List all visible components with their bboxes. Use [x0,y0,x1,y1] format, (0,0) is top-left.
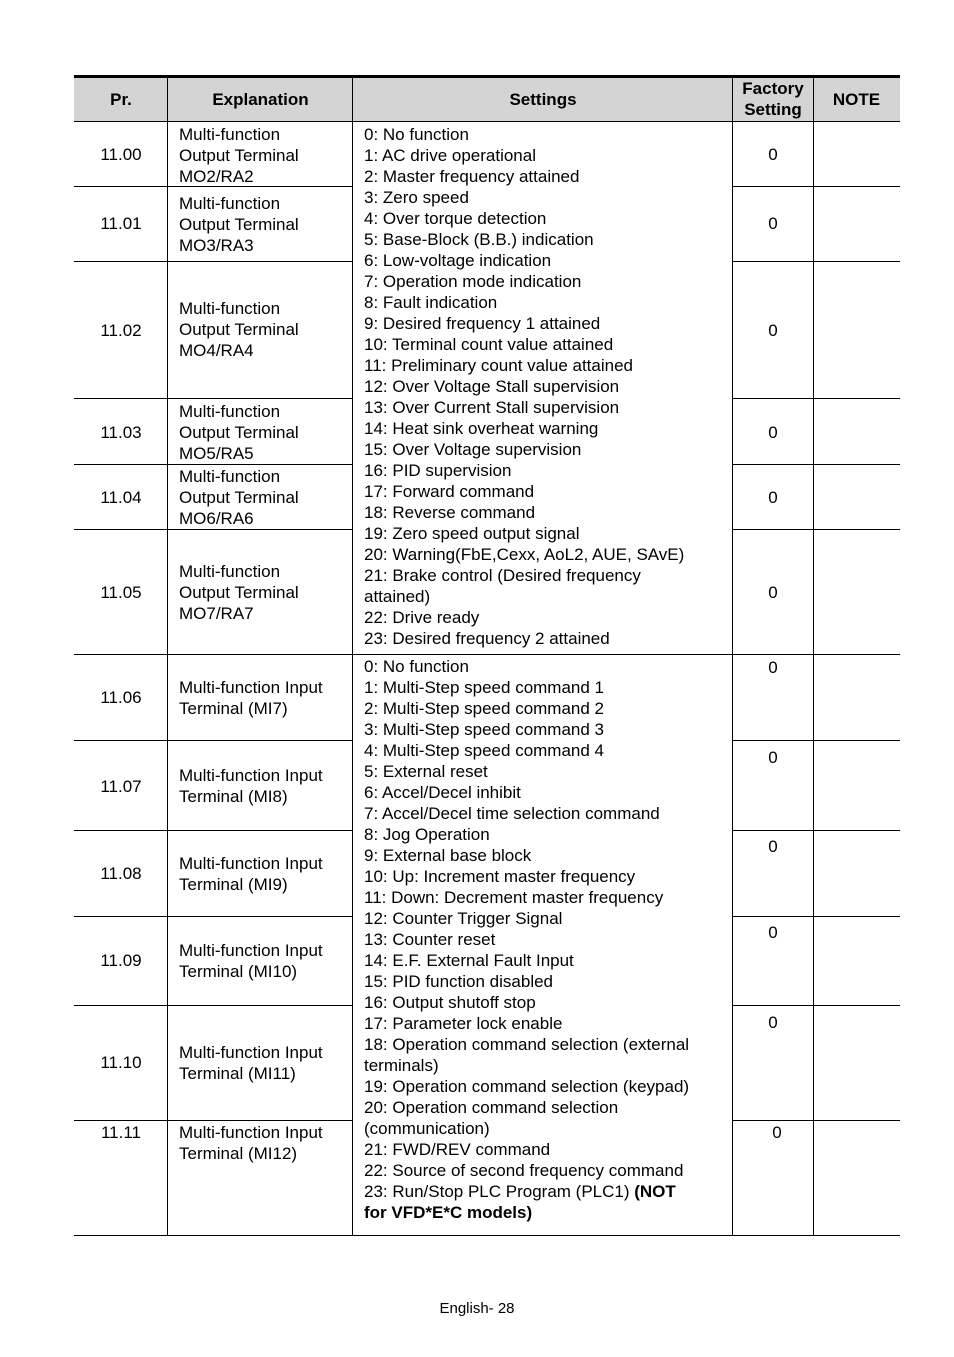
row-line [733,830,900,831]
param-explanation: Multi-function Input Terminal (MI9) [179,854,323,894]
row-line [74,398,353,399]
header-explanation: Explanation [212,90,309,109]
factory-value: 0 [768,583,778,602]
col-divider-4 [813,78,814,1236]
input-settings-list [364,656,689,1223]
param-number: 11.11 [100,1123,142,1142]
param-explanation: Multi-function Output Terminal MO3/RA3 [179,194,299,255]
factory-value: 0 [768,1013,778,1032]
row-line [733,529,900,530]
param-number: 11.03 [100,423,142,442]
param-number: 11.06 [100,688,142,707]
param-explanation: Multi-function Output Terminal MO5/RA5 [179,402,299,463]
factory-value: 0 [768,488,778,507]
param-number: 11.00 [100,145,142,164]
param-explanation: Multi-function Output Terminal MO6/RA6 [179,467,299,528]
row-line [733,740,900,741]
param-number: 11.10 [100,1053,142,1072]
param-explanation: Multi-function Output Terminal MO4/RA4 [179,299,299,360]
factory-value: 0 [772,1123,782,1142]
param-explanation: Multi-function Output Terminal MO7/RA7 [179,562,299,623]
header-pr: Pr. [110,90,132,109]
row-line [733,1005,900,1006]
param-explanation: Multi-function Input Terminal (MI12) [179,1123,323,1163]
header-factory-setting: Factory Setting [742,79,804,119]
row-line [74,830,353,831]
row-line [733,261,900,262]
row-line [74,740,353,741]
row-line [733,186,900,187]
col-divider-2 [352,78,353,1236]
param-explanation: Multi-function Input Terminal (MI10) [179,941,323,981]
factory-value: 0 [768,923,778,942]
factory-value: 0 [768,748,778,767]
row-line [74,261,353,262]
table-bottom-border [74,1235,900,1236]
input-settings-note-bold: (NOT for VFD*E*C models) [364,1182,676,1222]
row-line [74,1005,353,1006]
table-top-border [74,75,900,78]
param-number: 11.02 [100,321,142,340]
row-line [74,464,353,465]
factory-value: 0 [768,321,778,340]
row-line [733,398,900,399]
header-bottom-border [74,121,900,122]
row-line [74,916,353,917]
param-number: 11.05 [100,583,142,602]
param-number: 11.09 [100,951,142,970]
output-settings-list: 0: No function 1: AC drive operational 2: Master frequency attained 3: Zero speed 4: Over torque detection 5: Base-Block (B.B.) indication 6: Low-voltage indication 7: Operation mode indication 8: Fault indication 9: Desired frequency 1 attained 10: Terminal count value attained 11: Preliminary count value attained 12: Over Voltage Stall supervision 13: Over Current Stall supervision 14: Heat sink overheat warning 15: Over Voltage supervision 16: PID supervision 17: Forward command 18: Reverse command 19: Zero speed output signal 20: Warning(FbE,Cexx, AoL2, AUE, SAvE) 21: Brake control (Desired frequency attained) 22: Drive ready 23: Desired frequency 2 attained [364,125,685,648]
param-explanation: Multi-function Output Terminal MO2/RA2 [179,125,299,186]
factory-value: 0 [768,145,778,164]
param-number: 11.04 [100,488,142,507]
input-settings-text: 0: No function 1: Multi-Step speed command 1 2: Multi-Step speed command 2 3: Multi-Step speed command 3 4: Multi-Step speed command 4 5: External reset 6: Accel/Decel inhibit 7: Accel/Decel time selection command 8: Jog Operation 9: External base block 10: Up: Increment master frequency 11: Down: Decrement master frequency 12: Counter Trigger Signal 13: Counter reset 14: E.F. External Fault Input 15: PID function disabled 16: Output shutoff stop 17: Parameter lock enable 18: Operation command selection (external terminals) 19: Operation command selection (keypad) 20: Operation command selection (communication) 21: FWD/REV command 22: Source of second frequency command 23: Run/Stop PLC Program (PLC1) [364,657,690,1201]
factory-value: 0 [768,214,778,233]
param-number: 11.07 [100,777,142,796]
param-explanation: Multi-function Input Terminal (MI8) [179,766,323,806]
factory-value: 0 [768,423,778,442]
row-line [733,1120,900,1121]
row-line [733,916,900,917]
factory-value: 0 [768,658,778,677]
row-line [74,1120,353,1121]
group-separator [74,654,900,655]
param-number: 11.08 [100,864,142,883]
param-explanation: Multi-function Input Terminal (MI11) [179,1043,323,1083]
header-note: NOTE [832,90,881,109]
factory-value: 0 [768,837,778,856]
row-line [74,529,353,530]
param-explanation: Multi-function Input Terminal (MI7) [179,678,323,718]
row-line [733,464,900,465]
header-settings: Settings [509,90,577,109]
page-footer: English- 28 [439,1300,515,1317]
param-number: 11.01 [100,214,142,233]
